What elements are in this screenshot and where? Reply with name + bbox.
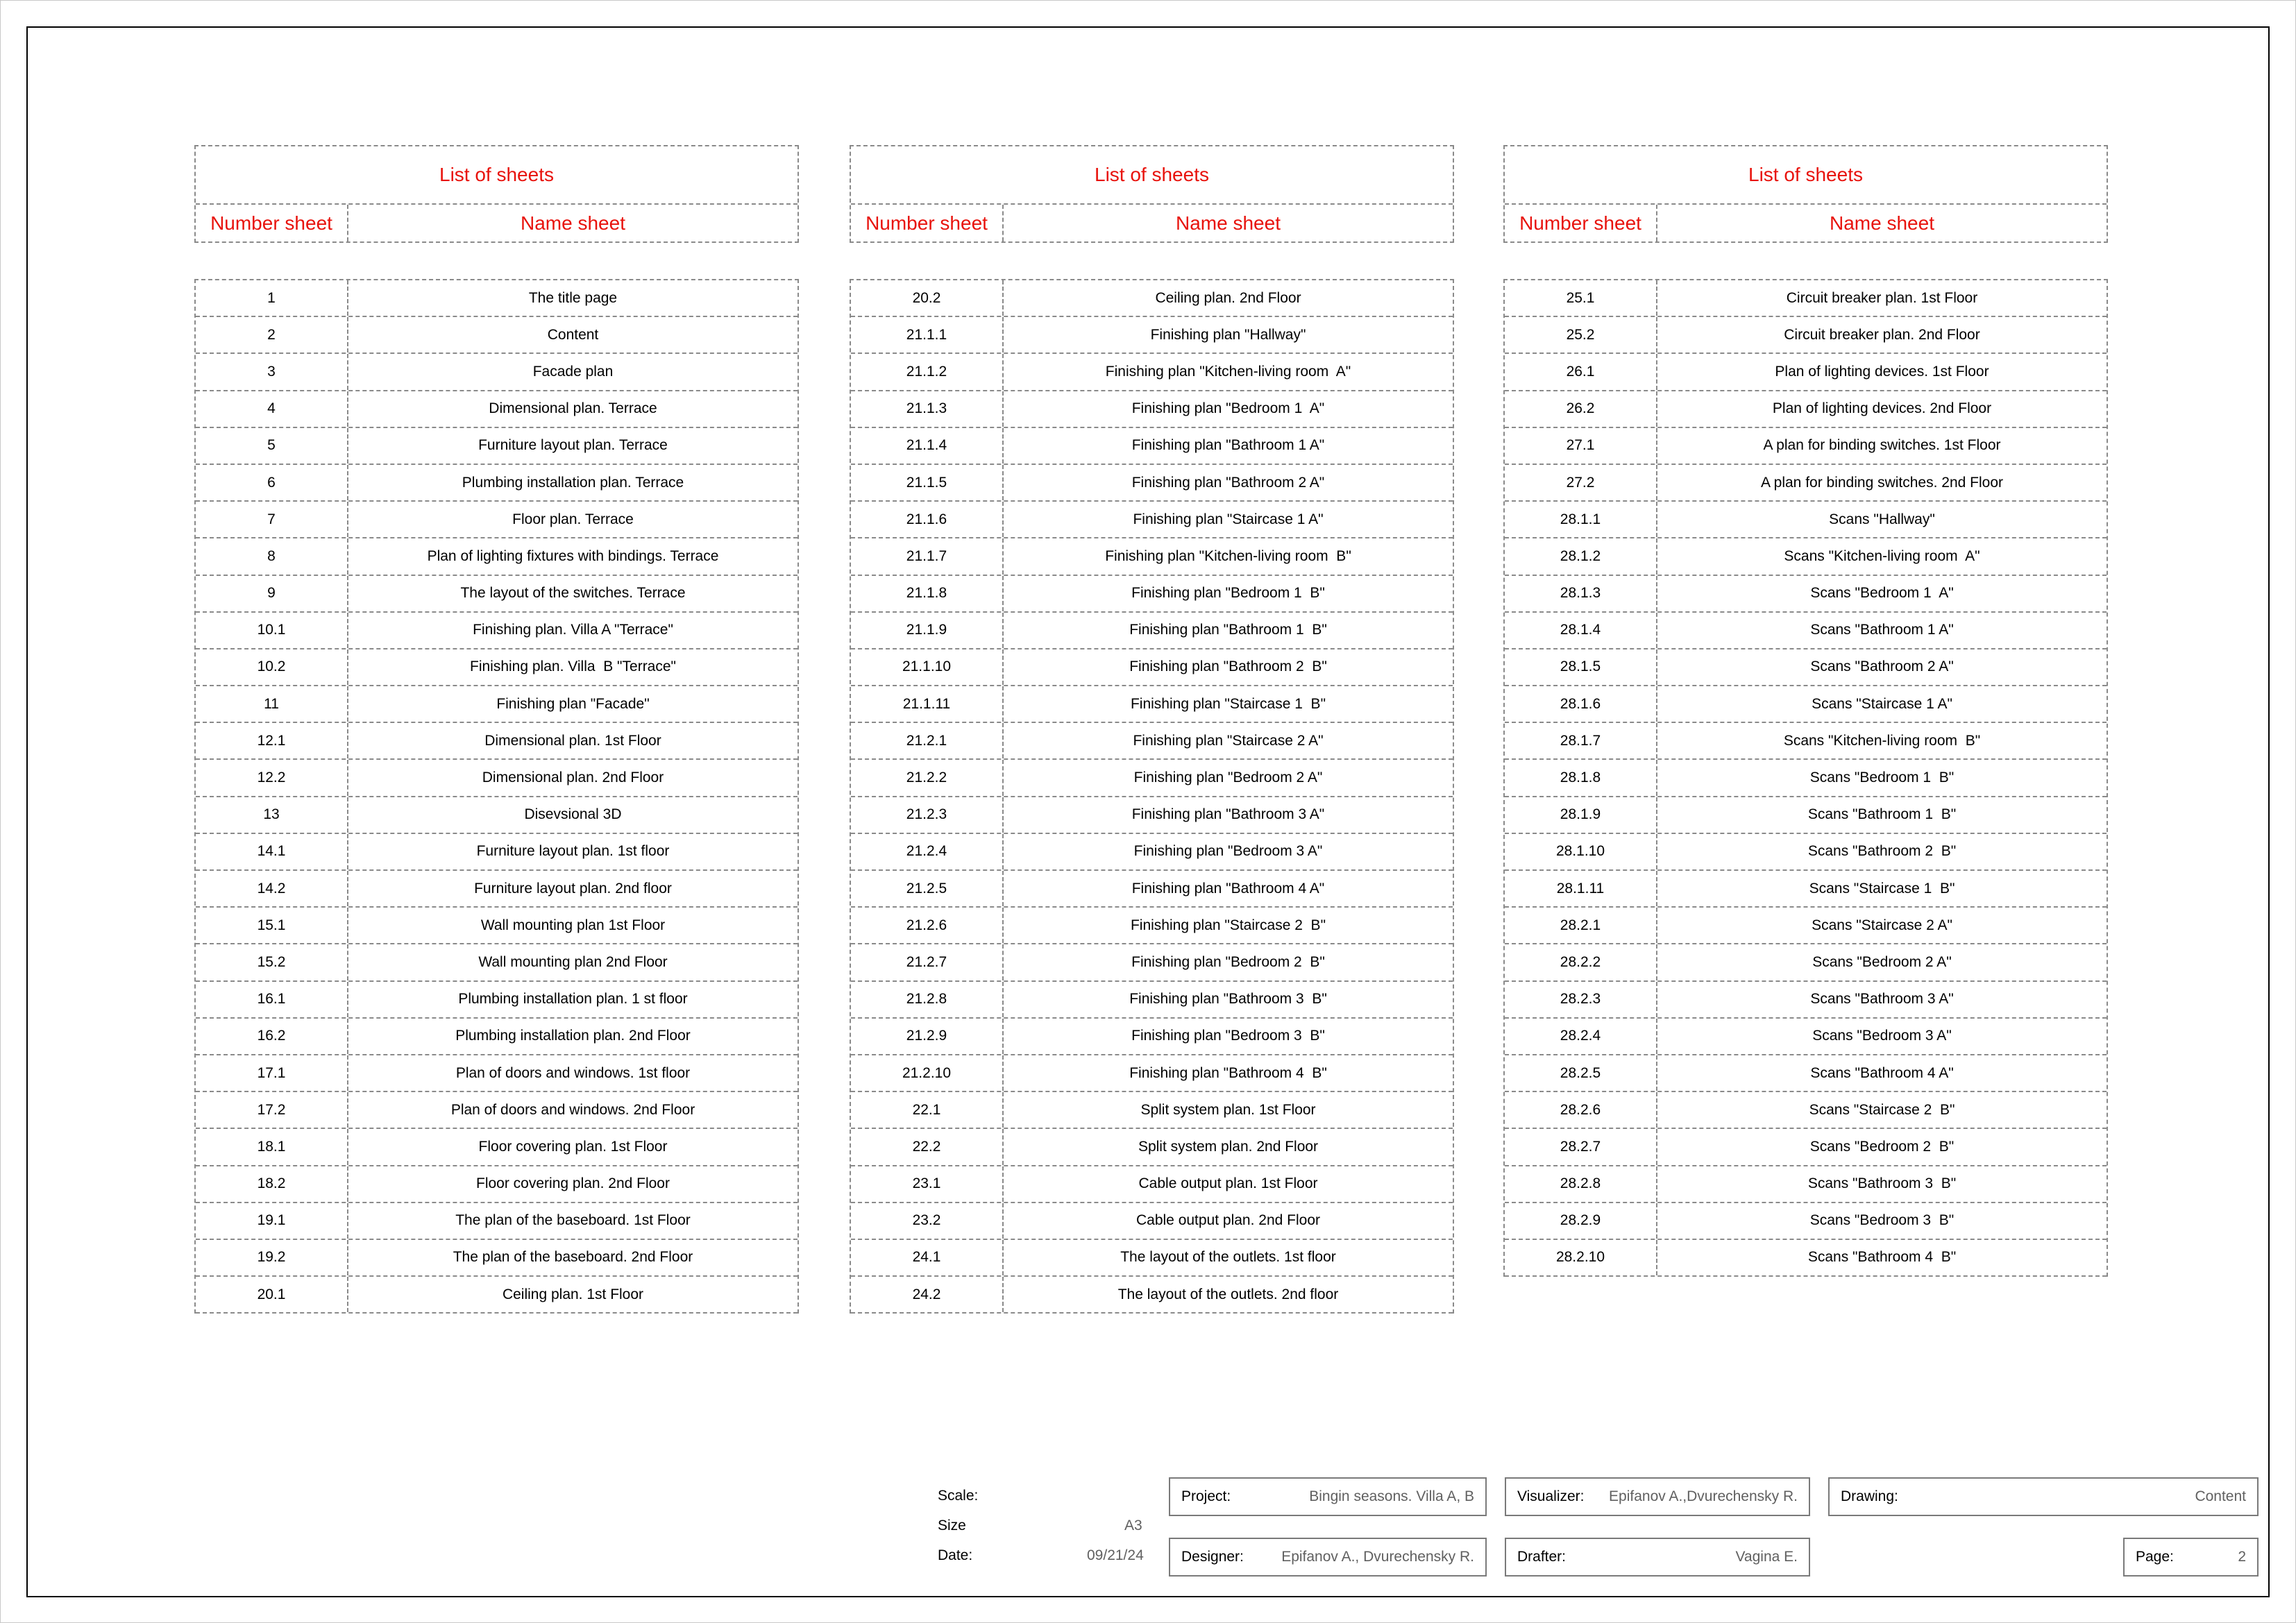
- sheet-number-cell: 18.2: [196, 1166, 348, 1202]
- table-header: [850, 145, 1454, 243]
- sheet-name-cell: The plan of the baseboard. 2nd Floor: [453, 1249, 693, 1266]
- sheet-number-cell: 21.2.7: [851, 944, 1004, 980]
- sheet-number-cell: 28.2.6: [1505, 1092, 1657, 1128]
- sheet-number-cell: 27.2: [1505, 465, 1657, 500]
- table-row: [1505, 391, 2107, 428]
- sheet-number-cell: 28.1.11: [1505, 871, 1657, 906]
- sheet-number-cell: 15.1: [196, 908, 348, 943]
- table-row: [196, 576, 797, 613]
- table-row: [1505, 354, 2107, 391]
- table-row: [1505, 944, 2107, 981]
- sheet-name-cell: Finishing plan "Bedroom 2 B": [1131, 953, 1325, 970]
- sheet-number-cell: 21.2.3: [851, 797, 1004, 833]
- table-row: [851, 576, 1453, 613]
- sheet-number-cell: 24.1: [851, 1240, 1004, 1275]
- date-label: Date:: [938, 1547, 973, 1563]
- column-headers: [1505, 205, 2107, 241]
- sheet-name-cell: Plan of doors and windows. 1st floor: [455, 1064, 691, 1081]
- table-row: [851, 465, 1453, 502]
- sheet-name-cell: Dimensional plan. 1st Floor: [484, 732, 661, 749]
- table-row: [196, 982, 797, 1019]
- table-row: [1505, 428, 2107, 465]
- table-row: [196, 354, 797, 391]
- sheet-number-cell: 16.2: [196, 1019, 348, 1054]
- table-row: [196, 1240, 797, 1277]
- sheet-name-cell: Plan of lighting devices. 1st Floor: [1775, 363, 1989, 380]
- sheet-name-cell: Scans "Bedroom 2 A": [1812, 953, 1952, 970]
- sheet-number-cell: 28.2.5: [1505, 1055, 1657, 1091]
- sheet-name-cell: A plan for binding switches. 2nd Floor: [1760, 474, 2004, 491]
- table-row: [1505, 982, 2107, 1019]
- sheet-name-cell: Scans "Staircase 1 A": [1812, 695, 1952, 712]
- sheet-number-cell: 21.1.3: [851, 391, 1004, 427]
- sheet-name-cell: Finishing plan "Facade": [496, 695, 650, 712]
- project-value: Bingin seasons. Villa A, B: [1309, 1488, 1474, 1504]
- sheet-name-cell: Finishing plan "Bedroom 1 B": [1131, 585, 1325, 602]
- sheet-name-cell: Scans "Staircase 2 A": [1812, 917, 1952, 933]
- table-row: [851, 613, 1453, 649]
- sheet-name-cell: Wall mounting plan 2nd Floor: [478, 953, 668, 970]
- page-value: 2: [2238, 1549, 2246, 1565]
- table-row: [851, 538, 1453, 575]
- sheet-name-cell: Finishing plan "Bedroom 2 A": [1133, 770, 1323, 786]
- sheet-name-cell: The title page: [528, 289, 618, 306]
- sheet-name-cell: Scans "Bedroom 2 B": [1809, 1138, 1955, 1155]
- sheet-number-cell: 25.1: [1505, 280, 1657, 316]
- drawing-value: Content: [2195, 1488, 2246, 1504]
- project-field: [1169, 1477, 1487, 1516]
- table-row: [1505, 1019, 2107, 1055]
- table-row: [1505, 760, 2107, 797]
- table-row: [1505, 1129, 2107, 1166]
- table-row: [851, 391, 1453, 428]
- sheet-number-cell: 28.2.3: [1505, 982, 1657, 1017]
- table-title: List of sheets: [196, 146, 797, 205]
- table-row: [196, 723, 797, 760]
- sheet-name-cell: Floor covering plan. 1st Floor: [478, 1138, 668, 1155]
- sheet-name-cell: The layout of the outlets. 2nd floor: [1117, 1286, 1339, 1302]
- table-row: [196, 1203, 797, 1240]
- sheet-name-cell: Plan of lighting fixtures with bindings. Terrace: [427, 547, 719, 564]
- visualizer-label: Visualizer:: [1517, 1488, 1585, 1504]
- table-body: [850, 279, 1454, 1314]
- sheet-name-cell: Plan of lighting devices. 2nd Floor: [1772, 400, 1992, 417]
- table-row: [851, 1055, 1453, 1092]
- designer-value: Epifanov A., Dvurechensky R.: [1281, 1549, 1474, 1565]
- table-row: [196, 502, 797, 538]
- sheet-name-cell: Scans "Bathroom 2 B": [1807, 843, 1957, 860]
- sheet-name-cell: Finishing plan "Bathroom 4 B": [1129, 1064, 1327, 1081]
- sheet-name-cell: Circuit breaker plan. 1st Floor: [1786, 289, 1978, 306]
- sheet-name-cell: Scans "Bathroom 1 A": [1810, 622, 1954, 638]
- sheet-name-cell: The plan of the baseboard. 1st Floor: [455, 1212, 691, 1229]
- sheet-number-cell: 14.1: [196, 834, 348, 869]
- sheet-list-table-3: [1503, 145, 2108, 1277]
- table-header: [1503, 145, 2108, 243]
- sheet-number-cell: 21.1.6: [851, 502, 1004, 537]
- column-header-name: Name sheet: [521, 212, 625, 234]
- sheet-number-cell: 21.2.8: [851, 982, 1004, 1017]
- column-header-number: Number sheet: [1505, 205, 1657, 241]
- sheet-name-cell: Dimensional plan. 2nd Floor: [482, 770, 664, 786]
- sheet-name-cell: Cable output plan. 1st Floor: [1138, 1175, 1318, 1192]
- date-value: 09/21/24: [1087, 1547, 1144, 1563]
- sheet-number-cell: 21.1.2: [851, 354, 1004, 389]
- drafter-label: Drafter:: [1517, 1549, 1567, 1565]
- table-row: [196, 538, 797, 575]
- sheet-name-cell: Dimensional plan. Terrace: [489, 400, 657, 417]
- table-row: [196, 797, 797, 834]
- column-headers: [851, 205, 1453, 241]
- page-field: [2123, 1538, 2259, 1577]
- drawing-label: Drawing:: [1841, 1488, 1898, 1504]
- table-row: [196, 280, 797, 317]
- sheet-name-cell: Finishing plan "Bathroom 1 A": [1131, 437, 1325, 454]
- sheet-name-cell: Scans "Bedroom 1 A": [1810, 585, 1954, 602]
- sheet-number-cell: 28.1.9: [1505, 797, 1657, 833]
- sheet-number-cell: 26.1: [1505, 354, 1657, 389]
- sheet-list-table-2: [850, 145, 1454, 1314]
- table-row: [851, 982, 1453, 1019]
- table-row: [196, 391, 797, 428]
- sheet-name-cell: Scans "Bedroom 3 B": [1809, 1212, 1955, 1229]
- sheet-number-cell: 15.2: [196, 944, 348, 980]
- table-title: List of sheets: [1505, 146, 2107, 205]
- table-row: [196, 613, 797, 649]
- table-body: [1503, 279, 2108, 1277]
- sheet-number-cell: 21.1.7: [851, 538, 1004, 574]
- table-row: [1505, 1055, 2107, 1092]
- sheet-name-cell: Finishing plan "Bathroom 3 B": [1129, 991, 1327, 1008]
- sheet-name-cell: Plumbing installation plan. Terrace: [462, 474, 684, 491]
- table-row: [851, 797, 1453, 834]
- sheet-number-cell: 12.2: [196, 760, 348, 795]
- sheet-number-cell: 28.1.7: [1505, 723, 1657, 758]
- drawing-field: [1828, 1477, 2259, 1516]
- table-row: [1505, 1092, 2107, 1129]
- sheet-number-cell: 18.1: [196, 1129, 348, 1164]
- sheet-name-cell: Circuit breaker plan. 2nd Floor: [1784, 326, 1980, 343]
- sheet-number-cell: 27.1: [1505, 428, 1657, 464]
- sheet-number-cell: 21.1.1: [851, 317, 1004, 352]
- table-row: [196, 1277, 797, 1314]
- table-row: [1505, 723, 2107, 760]
- table-row: [196, 1092, 797, 1129]
- sheet-name-cell: Split system plan. 2nd Floor: [1138, 1138, 1319, 1155]
- sheet-name-cell: Scans "Kitchen-living room A": [1784, 547, 1980, 564]
- sheet-name-cell: Finishing plan "Staircase 2 B": [1130, 917, 1326, 933]
- table-row: [196, 649, 797, 686]
- sheet-name-cell: Content: [547, 326, 599, 343]
- sheet-number-cell: 6: [196, 465, 348, 500]
- sheet-name-cell: Scans "Bedroom 1 B": [1809, 770, 1955, 786]
- sheet-number-cell: 28.1.6: [1505, 686, 1657, 722]
- sheet-name-cell: Scans "Staircase 2 B": [1809, 1101, 1955, 1118]
- table-row: [851, 834, 1453, 871]
- table-row: [196, 871, 797, 908]
- sheet-number-cell: 16.1: [196, 982, 348, 1017]
- sheet-name-cell: Scans "Bathroom 4 A": [1810, 1064, 1954, 1081]
- sheet-name-cell: Plumbing installation plan. 1 st floor: [458, 991, 688, 1008]
- sheet-number-cell: 28.1.8: [1505, 760, 1657, 795]
- sheet-number-cell: 2: [196, 317, 348, 352]
- sheet-name-cell: Scans "Bedroom 3 A": [1812, 1028, 1952, 1044]
- table-row: [851, 1092, 1453, 1129]
- table-row: [1505, 538, 2107, 575]
- drafter-value: Vagina E.: [1735, 1549, 1798, 1565]
- table-row: [1505, 686, 2107, 723]
- table-row: [1505, 1240, 2107, 1277]
- table-row: [851, 1240, 1453, 1277]
- sheet-number-cell: 28.2.10: [1505, 1240, 1657, 1275]
- sheet-number-cell: 21.2.9: [851, 1019, 1004, 1054]
- column-header-name: Name sheet: [1176, 212, 1281, 234]
- sheet-name-cell: Finishing plan "Kitchen-living room A": [1105, 363, 1351, 380]
- table-body: [194, 279, 799, 1314]
- table-row: [196, 686, 797, 723]
- sheet-name-cell: Finishing plan "Bedroom 3 B": [1131, 1028, 1325, 1044]
- table-row: [851, 649, 1453, 686]
- designer-label: Designer:: [1181, 1549, 1244, 1565]
- sheet-number-cell: 21.1.8: [851, 576, 1004, 611]
- sheet-number-cell: 28.2.8: [1505, 1166, 1657, 1202]
- sheet-name-cell: The layout of the outlets. 1st floor: [1120, 1249, 1336, 1266]
- sheet-number-cell: 3: [196, 354, 348, 389]
- sheet-name-cell: Scans "Kitchen-living room B": [1783, 732, 1981, 749]
- sheet-name-cell: Finishing plan "Bedroom 3 A": [1133, 843, 1323, 860]
- sheet-name-cell: Floor plan. Terrace: [512, 511, 634, 527]
- sheet-number-cell: 20.1: [196, 1277, 348, 1312]
- sheet-number-cell: 14.2: [196, 871, 348, 906]
- sheet-name-cell: Wall mounting plan 1st Floor: [480, 917, 666, 933]
- table-row: [851, 354, 1453, 391]
- sheet-number-cell: 8: [196, 538, 348, 574]
- sheet-number-cell: 21.1.10: [851, 649, 1004, 685]
- sheet-number-cell: 20.2: [851, 280, 1004, 316]
- sheet-name-cell: Ceiling plan. 1st Floor: [502, 1286, 644, 1302]
- sheet-number-cell: 12.1: [196, 723, 348, 758]
- sheet-number-cell: 23.1: [851, 1166, 1004, 1202]
- sheet-number-cell: 1: [196, 280, 348, 316]
- sheet-name-cell: Finishing plan "Bedroom 1 A": [1131, 400, 1325, 417]
- table-row: [1505, 649, 2107, 686]
- table-row: [1505, 834, 2107, 871]
- sheet-number-cell: 28.2.9: [1505, 1203, 1657, 1239]
- table-row: [851, 502, 1453, 538]
- sheet-name-cell: Facade plan: [532, 363, 614, 380]
- table-row: [851, 723, 1453, 760]
- sheet-name-cell: Finishing plan "Bathroom 2 B": [1129, 658, 1327, 675]
- sheet-number-cell: 28.1.1: [1505, 502, 1657, 537]
- sheet-name-cell: Finishing plan. Villa B "Terrace": [470, 658, 676, 675]
- table-row: [851, 428, 1453, 465]
- sheet-number-cell: 28.2.7: [1505, 1129, 1657, 1164]
- sheet-name-cell: Plan of doors and windows. 2nd Floor: [450, 1101, 695, 1118]
- visualizer-value: Epifanov A.,Dvurechensky R.: [1609, 1488, 1798, 1504]
- sheet-number-cell: 21.2.1: [851, 723, 1004, 758]
- sheet-number-cell: 19.1: [196, 1203, 348, 1239]
- table-row: [1505, 576, 2107, 613]
- table-row: [851, 871, 1453, 908]
- sheet-number-cell: 25.2: [1505, 317, 1657, 352]
- column-header-number: Number sheet: [851, 205, 1004, 241]
- designer-field: [1169, 1538, 1487, 1577]
- visualizer-field: [1505, 1477, 1810, 1516]
- sheet-name-cell: Disevsional 3D: [524, 806, 622, 823]
- sheet-name-cell: Finishing plan "Hallway": [1150, 326, 1306, 343]
- sheet-name-cell: Plumbing installation plan. 2nd Floor: [455, 1028, 691, 1044]
- sheet-number-cell: 21.2.2: [851, 760, 1004, 795]
- sheet-name-cell: Finishing plan "Staircase 1 A": [1133, 511, 1324, 527]
- table-row: [1505, 797, 2107, 834]
- sheet-number-cell: 13: [196, 797, 348, 833]
- sheet-name-cell: Scans "Bathroom 2 A": [1810, 658, 1954, 675]
- sheet-name-cell: Finishing plan "Bathroom 4 A": [1131, 880, 1325, 897]
- column-header-name: Name sheet: [1830, 212, 1934, 234]
- sheet-number-cell: 28.1.5: [1505, 649, 1657, 685]
- sheet-number-cell: 28.1.2: [1505, 538, 1657, 574]
- sheet-name-cell: A plan for binding switches. 1st Floor: [1763, 437, 2001, 454]
- sheet-name-cell: Cable output plan. 2nd Floor: [1136, 1212, 1320, 1229]
- table-row: [851, 1166, 1453, 1203]
- sheet-name-cell: Finishing plan "Staircase 2 A": [1133, 732, 1324, 749]
- sheet-number-cell: 28.1.3: [1505, 576, 1657, 611]
- scale-label: Scale:: [938, 1488, 979, 1504]
- sheet-number-cell: 4: [196, 391, 348, 427]
- sheet-name-cell: The layout of the switches. Terrace: [460, 585, 686, 602]
- column-headers: [196, 205, 797, 241]
- table-row: [196, 1055, 797, 1092]
- sheet-name-cell: Floor covering plan. 2nd Floor: [476, 1175, 670, 1192]
- table-row: [196, 834, 797, 871]
- sheet-name-cell: Finishing plan "Staircase 1 B": [1130, 695, 1326, 712]
- sheet-number-cell: 21.1.5: [851, 465, 1004, 500]
- sheet-number-cell: 28.2.2: [1505, 944, 1657, 980]
- table-row: [851, 908, 1453, 944]
- sheet-number-cell: 23.2: [851, 1203, 1004, 1239]
- sheet-name-cell: Finishing plan "Bathroom 3 A": [1131, 806, 1325, 823]
- sheet-number-cell: 28.1.4: [1505, 613, 1657, 648]
- table-row: [851, 280, 1453, 317]
- sheet-name-cell: Finishing plan "Bathroom 1 B": [1129, 622, 1327, 638]
- sheet-name-cell: Finishing plan "Kitchen-living room B": [1105, 547, 1351, 564]
- table-row: [196, 1019, 797, 1055]
- table-row: [1505, 908, 2107, 944]
- table-row: [1505, 1203, 2107, 1240]
- size-value: A3: [1124, 1518, 1142, 1533]
- table-row: [1505, 871, 2107, 908]
- size-label: Size: [938, 1518, 966, 1533]
- table-row: [1505, 465, 2107, 502]
- sheet-number-cell: 21.2.4: [851, 834, 1004, 869]
- sheet-name-cell: Scans "Bathroom 1 B": [1807, 806, 1957, 823]
- table-row: [851, 760, 1453, 797]
- table-row: [196, 1166, 797, 1203]
- sheet-number-cell: 17.2: [196, 1092, 348, 1128]
- sheet-number-cell: 22.1: [851, 1092, 1004, 1128]
- table-row: [196, 1129, 797, 1166]
- table-row: [196, 428, 797, 465]
- table-title: List of sheets: [851, 146, 1453, 205]
- sheet-number-cell: 17.1: [196, 1055, 348, 1091]
- table-row: [851, 1203, 1453, 1240]
- table-row: [851, 686, 1453, 723]
- sheet-name-cell: Scans "Bathroom 3 B": [1807, 1175, 1957, 1192]
- sheet-number-cell: 26.2: [1505, 391, 1657, 427]
- sheet-number-cell: 5: [196, 428, 348, 464]
- table-row: [196, 944, 797, 981]
- sheet-number-cell: 21.1.9: [851, 613, 1004, 648]
- sheet-number-cell: 21.1.4: [851, 428, 1004, 464]
- sheet-number-cell: 28.2.4: [1505, 1019, 1657, 1054]
- sheet-number-cell: 10.1: [196, 613, 348, 648]
- table-row: [1505, 280, 2107, 317]
- table-row: [196, 908, 797, 944]
- sheet-name-cell: Furniture layout plan. Terrace: [478, 437, 668, 454]
- page-label: Page:: [2136, 1549, 2174, 1565]
- sheet-number-cell: 19.2: [196, 1240, 348, 1275]
- table-header: [194, 145, 799, 243]
- table-row: [1505, 1166, 2107, 1203]
- sheet-number-cell: 24.2: [851, 1277, 1004, 1312]
- sheet-number-cell: 7: [196, 502, 348, 537]
- sheet-number-cell: 22.2: [851, 1129, 1004, 1164]
- sheet-name-cell: Split system plan. 1st Floor: [1140, 1101, 1316, 1118]
- table-row: [1505, 317, 2107, 354]
- sheet-number-cell: 21.1.11: [851, 686, 1004, 722]
- drafter-field: [1505, 1538, 1810, 1577]
- sheet-name-cell: Scans "Bathroom 3 A": [1810, 991, 1954, 1008]
- table-row: [1505, 502, 2107, 538]
- table-row: [1505, 613, 2107, 649]
- sheet-name-cell: Scans "Hallway": [1829, 511, 1935, 527]
- sheet-name-cell: Furniture layout plan. 1st floor: [476, 843, 670, 860]
- sheet-number-cell: 28.2.1: [1505, 908, 1657, 943]
- sheet-number-cell: 10.2: [196, 649, 348, 685]
- project-label: Project:: [1181, 1488, 1231, 1504]
- sheet-name-cell: Scans "Staircase 1 B": [1809, 880, 1955, 897]
- sheet-number-cell: 28.1.10: [1505, 834, 1657, 869]
- sheet-name-cell: Finishing plan. Villa A "Terrace": [473, 622, 673, 638]
- table-row: [851, 1129, 1453, 1166]
- sheet-name-cell: Scans "Bathroom 4 B": [1807, 1249, 1957, 1266]
- table-row: [851, 1019, 1453, 1055]
- table-row: [196, 465, 797, 502]
- sheet-name-cell: Ceiling plan. 2nd Floor: [1155, 289, 1301, 306]
- sheet-number-cell: 21.2.5: [851, 871, 1004, 906]
- table-row: [196, 317, 797, 354]
- table-row: [851, 1277, 1453, 1314]
- sheet-list-table-1: [194, 145, 799, 1314]
- table-row: [851, 317, 1453, 354]
- sheet-name-cell: Finishing plan "Bathroom 2 A": [1131, 474, 1325, 491]
- table-row: [851, 944, 1453, 981]
- sheet-number-cell: 21.2.6: [851, 908, 1004, 943]
- table-row: [196, 760, 797, 797]
- sheet-number-cell: 9: [196, 576, 348, 611]
- sheet-number-cell: 21.2.10: [851, 1055, 1004, 1091]
- column-header-number: Number sheet: [196, 205, 348, 241]
- sheet-name-cell: Furniture layout plan. 2nd floor: [474, 880, 672, 897]
- sheet-number-cell: 11: [196, 686, 348, 722]
